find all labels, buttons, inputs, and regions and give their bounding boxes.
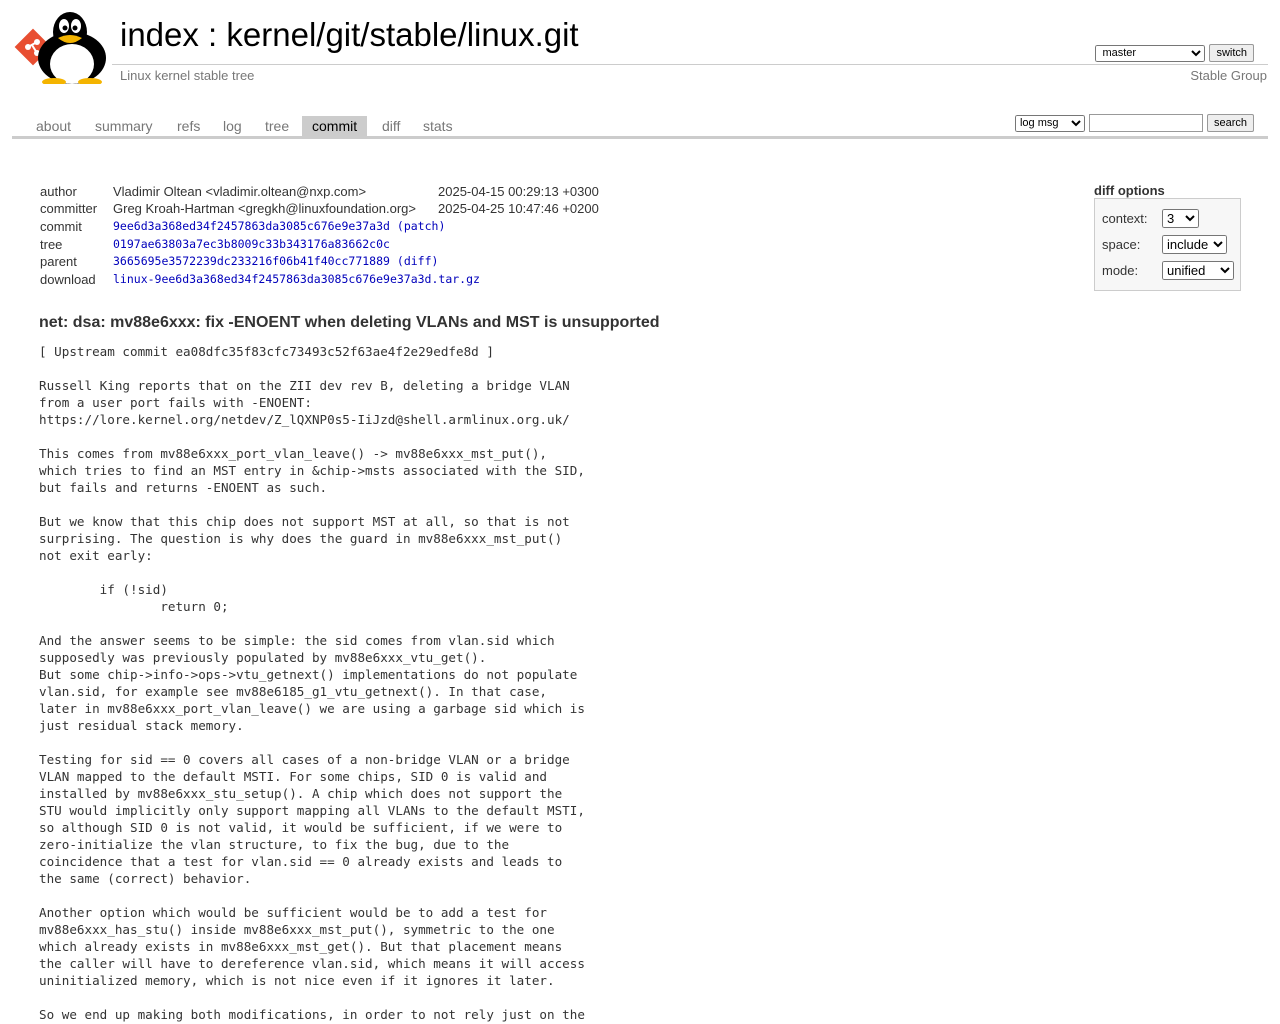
download-label: download	[40, 272, 96, 287]
repo-link[interactable]: kernel/git/stable/linux.git	[226, 16, 579, 53]
commit-message: [ Upstream commit ea08dfc35f83cfc73493c52f63ae4f2e29edfe8d ] Russell King reports that on the ZII dev rev B, deleting a bridge VLAN from a user port fails with -ENOENT: https://lore.kernel.org/netdev/Z_lQXNP0s5-IiJzd@shell.armlinux.org.uk/ This comes from mv88e6xxx_port_vlan_leave() -> mv88e6xxx_mst_put(), which tries to find an MST entry in &chip->msts associated with the SID, but fails and returns -ENOENT as such. But we know that this chip does not support MST at all, so that is not surprising. The question is why does the guard in mv88e6xxx_mst_put() not exit early: if (!sid) return 0; And the answer seems to be simple: the sid comes from vlan.sid which supposedly was previously populated by mv88e6xxx_vtu_get(). But some chip->info->ops->vtu_getnext() implementations do not populate vlan.sid, for example see mv88e6185_g1_vtu_getnext(). In that case, later in mv88e6xxx_port_vlan_leave() we are using a garbage sid which is just residual stack memory. Testing for sid == 0 covers all cases of a non-bridge VLAN or a bridge VLAN mapped to the default MSTI. For some chips, SID 0 is valid and installed by mv88e6xxx_stu_setup(). A chip which does not support the STU would implicitly only support mapping all VLANs to the default MSTI, so although SID 0 is not valid, it would be sufficient, if we were to zero-initialize the vlan structure, to fix the bug, due to the coincidence that a test for vlan.sid == 0 already exists and leads to the same (correct) behavior. Another option which would be sufficient would be to add a test for mv88e6xxx_has_stu() inside mv88e6xxx_mst_put(), symmetric to the one which already exists in mv88e6xxx_mst_get(). But that placement means the caller will have to dereference vlan.sid, which means it will access uninitialized memory, which is not nice even if it ignores it later. So we end up making both modifications, in order to not rely just on the	[39, 344, 585, 1022]
tree-hash-cell	[113, 237, 390, 251]
diff-options-panel	[1094, 198, 1241, 291]
author-value: Vladimir Oltean <vladimir.oltean@nxp.com>	[113, 184, 367, 199]
parent-label: parent	[40, 254, 77, 269]
branch-select[interactable]	[1095, 45, 1205, 62]
tab-stats[interactable]: stats	[423, 118, 453, 134]
tab-commit[interactable]: commit	[302, 116, 367, 136]
commit-subject: net: dsa: mv88e6xxx: fix -ENOENT when deleting VLANs and MST is unsupported	[39, 314, 660, 331]
tab-summary[interactable]: summary	[95, 118, 153, 134]
search-button[interactable]: search	[1207, 114, 1254, 132]
download-tarball-link[interactable]: linux-9ee6d3a368ed34f2457863da3085c676e9e37a3d.tar.gz	[113, 272, 480, 286]
switch-button[interactable]: switch	[1209, 44, 1254, 62]
tab-log[interactable]: log	[223, 118, 242, 134]
tab-refs[interactable]: refs	[177, 118, 201, 134]
committer-value: Greg Kroah-Hartman <gregkh@linuxfoundation.org>	[113, 201, 416, 216]
tree-label: tree	[40, 237, 63, 252]
commit-hash-link[interactable]: 9ee6d3a368ed34f2457863da3085c676e9e37a3d	[113, 219, 390, 233]
commit-label: commit	[40, 219, 82, 234]
download-cell	[113, 272, 480, 286]
diff-options-title: diff options	[1094, 183, 1165, 198]
search-input[interactable]	[1089, 114, 1203, 132]
tux-penguin-icon	[38, 12, 106, 84]
tab-diff[interactable]: diff	[382, 118, 401, 134]
cgit-tux-logo[interactable]	[14, 12, 110, 84]
author-label: author	[40, 184, 77, 199]
header-divider	[112, 64, 1268, 65]
repo-owner: Stable Group	[1190, 68, 1267, 83]
tree-hash-link[interactable]: 0197ae63803a7ec3b8009c33b343176a83662c0c	[113, 237, 390, 251]
parent-hash-cell: 3665695e3572239dc233216f06b41f40cc771889 (diff)	[113, 254, 439, 268]
committer-label: committer	[40, 201, 98, 216]
branch-switch-form	[1095, 44, 1254, 62]
mode-label: mode:	[1102, 263, 1139, 278]
repo-description: Linux kernel stable tree	[120, 68, 255, 83]
commit-hash-cell: 9ee6d3a368ed34f2457863da3085c676e9e37a3d (patch)	[113, 219, 446, 233]
context-label: context:	[1102, 211, 1148, 226]
title-separator: :	[198, 16, 227, 53]
mode-select[interactable]	[1162, 261, 1234, 280]
search-form	[1015, 114, 1254, 132]
author-date: 2025-04-15 00:29:13 +0300	[438, 184, 599, 199]
space-label: space:	[1102, 237, 1141, 252]
tab-tree[interactable]: tree	[265, 118, 290, 134]
space-select[interactable]	[1162, 235, 1227, 254]
committer-date: 2025-04-25 10:47:46 +0200	[438, 201, 599, 216]
context-select[interactable]	[1162, 209, 1199, 228]
diff-link[interactable]: diff	[403, 254, 432, 268]
search-type-select[interactable]	[1015, 115, 1085, 132]
parent-hash-link[interactable]: 3665695e3572239dc233216f06b41f40cc771889	[113, 254, 390, 268]
tab-about[interactable]: about	[36, 118, 72, 134]
index-link[interactable]: index	[120, 16, 199, 53]
page-title	[120, 16, 579, 54]
patch-link[interactable]: patch	[403, 219, 439, 233]
